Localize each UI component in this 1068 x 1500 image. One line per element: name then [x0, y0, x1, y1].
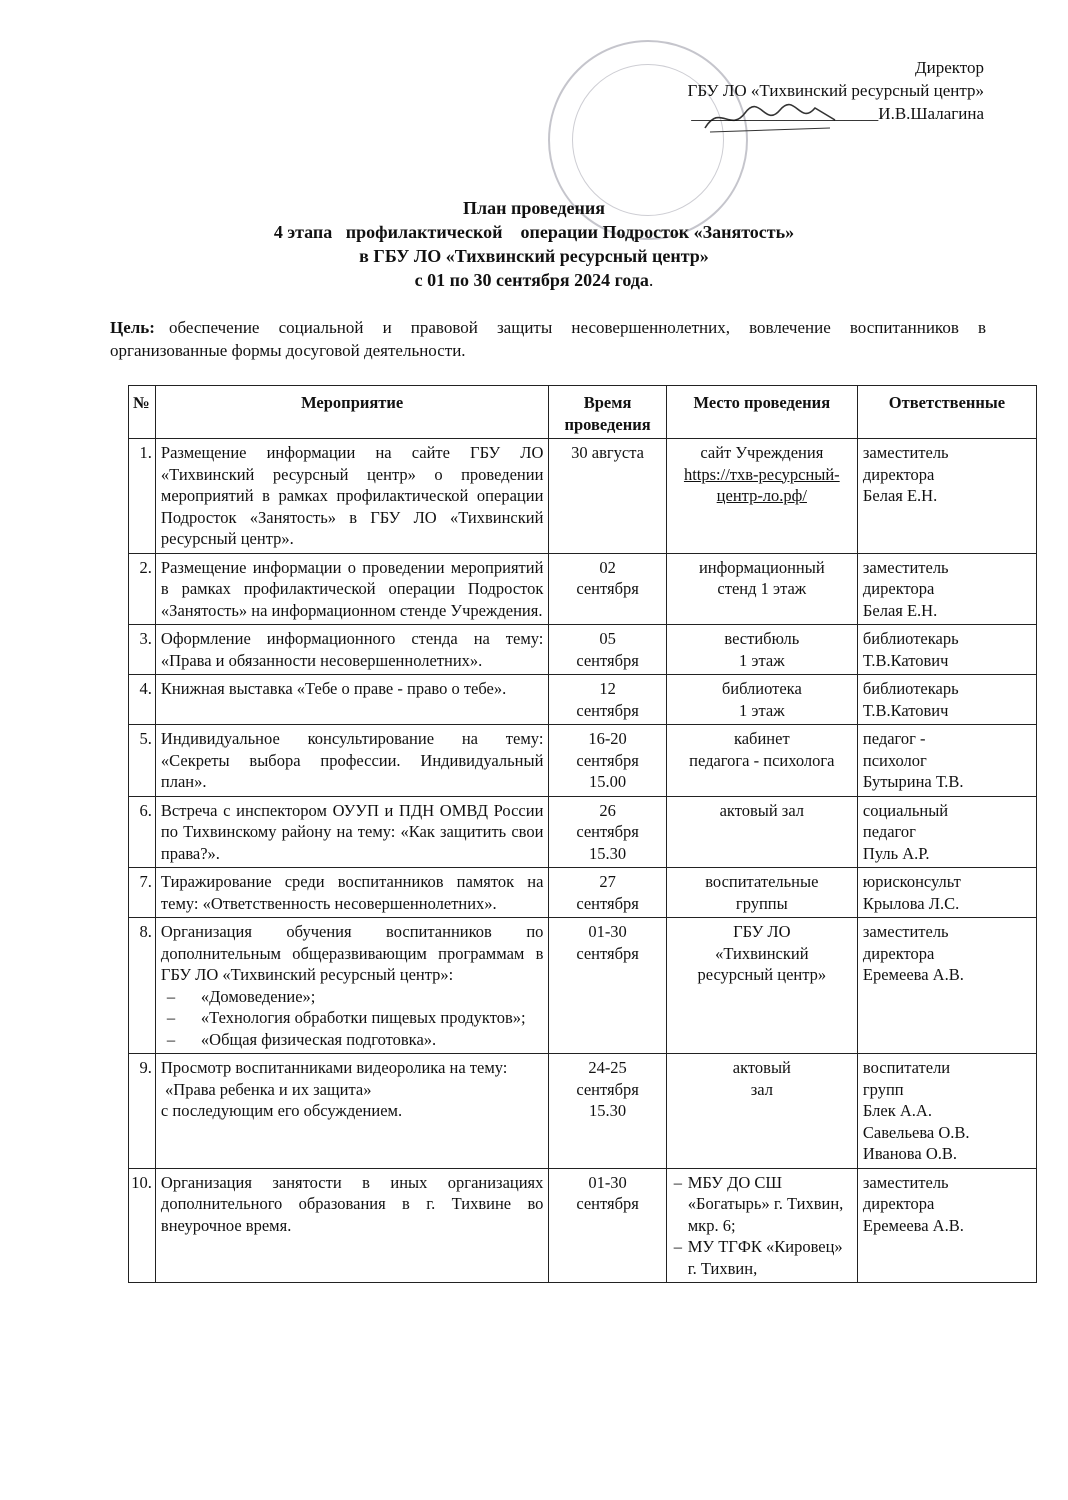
- approval-position: Директор: [915, 58, 984, 77]
- place-line: педагога - психолога: [689, 750, 835, 770]
- place-cell: [666, 868, 857, 918]
- approval-block: [624, 56, 984, 125]
- row-number: 9.: [129, 1054, 156, 1169]
- place-line: зал: [750, 1079, 773, 1099]
- place-cell: [666, 439, 857, 554]
- title-line-1: План проведения: [463, 198, 605, 218]
- plan-table-body: [129, 439, 1037, 1283]
- responsible-line: социальный: [862, 800, 949, 820]
- responsible-line: директора: [862, 464, 935, 484]
- place-cell: [666, 1054, 857, 1169]
- responsible-line: Еремеева А.В.: [862, 1215, 964, 1235]
- table-row: [129, 725, 1037, 797]
- responsible-cell: [857, 553, 1036, 625]
- title-period: .: [648, 270, 654, 290]
- approval-signature-line: ______________________И.В.Шалагина: [691, 104, 984, 123]
- approval-signature-name: И.В.Шалагина: [878, 104, 984, 123]
- place-line: вестибюль: [724, 629, 800, 648]
- time-line: 30 августа: [571, 443, 644, 462]
- title-line-3: в ГБУ ЛО «Тихвинский ресурсный центр»: [359, 246, 709, 266]
- time-line: сентября: [576, 750, 639, 770]
- table-row: [129, 868, 1037, 918]
- event-text: Индивидуальное консультирование на тему: «Секреты выбора профессии. Индивидуальный план».: [160, 729, 544, 791]
- table-row: [129, 675, 1037, 725]
- list-item: – «Технология обработки пищевых продуктов»;: [161, 1007, 543, 1029]
- responsible-cell: [857, 868, 1036, 918]
- event-cell: [155, 675, 548, 725]
- event-cell: [155, 796, 548, 868]
- row-number: 6.: [129, 796, 156, 868]
- time-cell: [549, 918, 666, 1054]
- place-cell: [666, 1168, 857, 1283]
- header-num: №: [129, 386, 156, 439]
- place-list: [672, 1172, 852, 1280]
- event-text: Организация обучения воспитанников по дополнительным общеразвивающим программам в ГБУ ЛО «Тихвинский ресурсный центр»:: [160, 922, 544, 984]
- table-row: [129, 1054, 1037, 1169]
- place-line: 1 этаж: [739, 700, 785, 720]
- time-line: 24-25: [588, 1058, 627, 1077]
- place-line: ГБУ ЛО: [733, 922, 791, 941]
- place-cell: [666, 625, 857, 675]
- responsible-line: Белая Е.Н.: [862, 600, 938, 620]
- table-row: [129, 625, 1037, 675]
- event-line: с последующим его обсуждением.: [160, 1101, 403, 1120]
- list-item: – «Домоведение»;: [161, 986, 543, 1008]
- time-cell: [549, 675, 666, 725]
- event-line: Просмотр воспитанниками видеоролика на тему:: [160, 1058, 508, 1077]
- responsible-line: педагог -: [862, 729, 926, 748]
- responsible-line: библиотекарь: [862, 629, 959, 648]
- responsible-line: воспитатели: [862, 1058, 951, 1077]
- responsible-line: директора: [862, 943, 935, 963]
- goal-label: Цель:: [110, 318, 155, 337]
- responsible-cell: [857, 1054, 1036, 1169]
- place-cell: [666, 796, 857, 868]
- responsible-line: заместитель: [862, 557, 949, 577]
- goal-paragraph: [110, 316, 986, 362]
- responsible-line: групп: [862, 1079, 904, 1099]
- responsible-cell: [857, 675, 1036, 725]
- event-text: Книжная выставка «Тебе о праве - право о тебе».: [160, 679, 507, 698]
- responsible-line: Крылова Л.С.: [862, 893, 960, 913]
- row-number: 4.: [129, 675, 156, 725]
- place-line: «Тихвинский: [715, 943, 809, 963]
- place-line: группы: [735, 893, 788, 913]
- table-header-row: [129, 386, 1037, 439]
- time-cell: [549, 725, 666, 797]
- table-row: [129, 1168, 1037, 1283]
- time-cell: [549, 553, 666, 625]
- time-line: сентября: [576, 579, 639, 598]
- event-text: Организация занятости в иных организациях дополнительного образования в г. Тихвине во внеурочное время.: [160, 1172, 544, 1235]
- event-line: «Права ребенка и их защита»: [160, 1079, 372, 1099]
- event-cell: [155, 1054, 548, 1169]
- responsible-line: Т.В.Катович: [862, 650, 949, 670]
- table-row: [129, 439, 1037, 554]
- time-line: 16-20: [588, 729, 627, 748]
- place-cell: [666, 553, 857, 625]
- responsible-line: Бутырина Т.В.: [862, 772, 964, 791]
- responsible-line: Пуль А.Р.: [862, 843, 930, 863]
- event-cell: [155, 625, 548, 675]
- time-cell: [549, 1168, 666, 1283]
- responsible-line: Белая Е.Н.: [862, 486, 938, 505]
- title-line-4: [0, 268, 1068, 292]
- place-line: 1 этаж: [739, 650, 785, 670]
- time-line: сентября: [576, 700, 639, 720]
- header-time: Время проведения: [549, 386, 666, 439]
- website-link[interactable]: https://тхв-ресурсный-центр-ло.рф/: [683, 464, 840, 505]
- title-line-2: 4 этапа профилактической операции Подросток «Занятость»: [273, 222, 795, 242]
- responsible-cell: [857, 725, 1036, 797]
- header-responsible: Ответственные: [857, 386, 1036, 439]
- table-row: [129, 796, 1037, 868]
- event-text: Тиражирование среди воспитанников памяток на тему: «Ответственность несовершеннолетних».: [160, 872, 544, 913]
- list-item: – МБУ ДО СШ «Богатырь» г. Тихвин, мкр. 6;: [672, 1172, 852, 1237]
- event-cell: [155, 918, 548, 1054]
- document-title: [0, 196, 1068, 292]
- plan-table: [128, 385, 1037, 1283]
- place-line: стенд 1 этаж: [717, 579, 807, 598]
- goal-text: обеспечение социальной и правовой защиты несовершеннолетних, вовлечение воспитанников в организованные формы досуговой деятельности.: [110, 318, 986, 360]
- responsible-cell: [857, 796, 1036, 868]
- responsible-line: директора: [862, 579, 935, 598]
- time-line: сентября: [576, 893, 639, 913]
- time-cell: [549, 625, 666, 675]
- time-line: сентября: [576, 943, 639, 963]
- list-item: – МУ ТГФК «Кировец» г. Тихвин,: [672, 1236, 852, 1279]
- time-line: сентября: [576, 822, 639, 841]
- time-line: 01-30: [588, 1172, 627, 1192]
- responsible-line: психолог: [862, 750, 927, 770]
- place-cell: [666, 675, 857, 725]
- responsible-line: директора: [862, 1194, 935, 1213]
- event-program-list: [161, 986, 543, 1051]
- row-number: 10.: [129, 1168, 156, 1283]
- header-event: Мероприятие: [155, 386, 548, 439]
- row-number: 1.: [129, 439, 156, 554]
- row-number: 3.: [129, 625, 156, 675]
- responsible-line: библиотекарь: [862, 679, 959, 698]
- time-cell: [549, 1054, 666, 1169]
- time-line: сентября: [576, 1194, 639, 1213]
- event-cell: [155, 868, 548, 918]
- time-line: 26: [599, 800, 616, 820]
- time-line: 01-30: [588, 922, 627, 941]
- time-line: 15.00: [589, 772, 627, 791]
- event-text: Оформление информационного стенда на тему: «Права и обязанности несовершеннолетних».: [160, 629, 544, 670]
- place-line: актовый: [732, 1058, 791, 1077]
- place-line: кабинет: [733, 729, 790, 748]
- responsible-line: заместитель: [862, 922, 949, 941]
- place-line: сайт Учреждения: [700, 443, 824, 462]
- time-line: 02: [599, 557, 616, 577]
- list-item: – «Общая физическая подготовка».: [161, 1029, 543, 1051]
- responsible-line: юрисконсульт: [862, 872, 961, 891]
- time-line: 12: [599, 679, 616, 698]
- time-line: 15.30: [589, 1101, 627, 1120]
- time-line: 15.30: [589, 843, 627, 863]
- place-cell: [666, 918, 857, 1054]
- place-line: воспитательные: [705, 872, 819, 891]
- place-cell: [666, 725, 857, 797]
- table-row: [129, 918, 1037, 1054]
- responsible-cell: [857, 625, 1036, 675]
- event-cell: [155, 439, 548, 554]
- event-text: Размещение информации на сайте ГБУ ЛО «Тихвинский ресурсный центр» о проведении мероприятий в рамках профилактической операции Подросток «Занятость» в ГБУ ЛО «Тихвинский ресурсный центр».: [160, 443, 544, 548]
- event-cell: [155, 553, 548, 625]
- approval-organization: ГБУ ЛО «Тихвинский ресурсный центр»: [687, 81, 984, 100]
- table-row: [129, 553, 1037, 625]
- place-line: информационный: [698, 557, 825, 577]
- time-cell: [549, 796, 666, 868]
- responsible-line: Блек А.А.: [862, 1101, 932, 1120]
- title-date-range: с 01 по 30 сентября 2024 года: [414, 270, 649, 290]
- header-place: Место проведения: [666, 386, 857, 439]
- responsible-cell: [857, 1168, 1036, 1283]
- responsible-line: Савельева О.В.: [862, 1122, 970, 1142]
- responsible-line: заместитель: [862, 1172, 949, 1192]
- place-line: библиотека: [721, 679, 802, 698]
- time-cell: [549, 439, 666, 554]
- time-cell: [549, 868, 666, 918]
- responsible-line: Иванова О.В.: [862, 1144, 957, 1163]
- event-text: Размещение информации о проведении мероприятий в рамках профилактической операции Подросток «Занятость» на информационном стенде Учреждения.: [160, 557, 544, 620]
- time-line: 27: [599, 872, 616, 891]
- place-line: актовый зал: [719, 800, 805, 820]
- event-text: Встреча с инспектором ОУУП и ПДН ОМВД России по Тихвинскому району на тему: «Как защитить свои права?».: [160, 800, 544, 863]
- time-line: сентября: [576, 650, 639, 670]
- responsible-cell: [857, 918, 1036, 1054]
- event-cell: [155, 725, 548, 797]
- responsible-line: Т.В.Катович: [862, 700, 949, 720]
- responsible-cell: [857, 439, 1036, 554]
- responsible-line: Еремеева А.В.: [862, 965, 964, 984]
- event-cell: [155, 1168, 548, 1283]
- time-line: 05: [599, 629, 616, 648]
- responsible-line: заместитель: [862, 443, 949, 462]
- place-line: ресурсный центр»: [697, 965, 827, 984]
- row-number: 5.: [129, 725, 156, 797]
- row-number: 8.: [129, 918, 156, 1054]
- responsible-line: педагог: [862, 822, 916, 841]
- row-number: 7.: [129, 868, 156, 918]
- time-line: сентября: [576, 1079, 639, 1099]
- row-number: 2.: [129, 553, 156, 625]
